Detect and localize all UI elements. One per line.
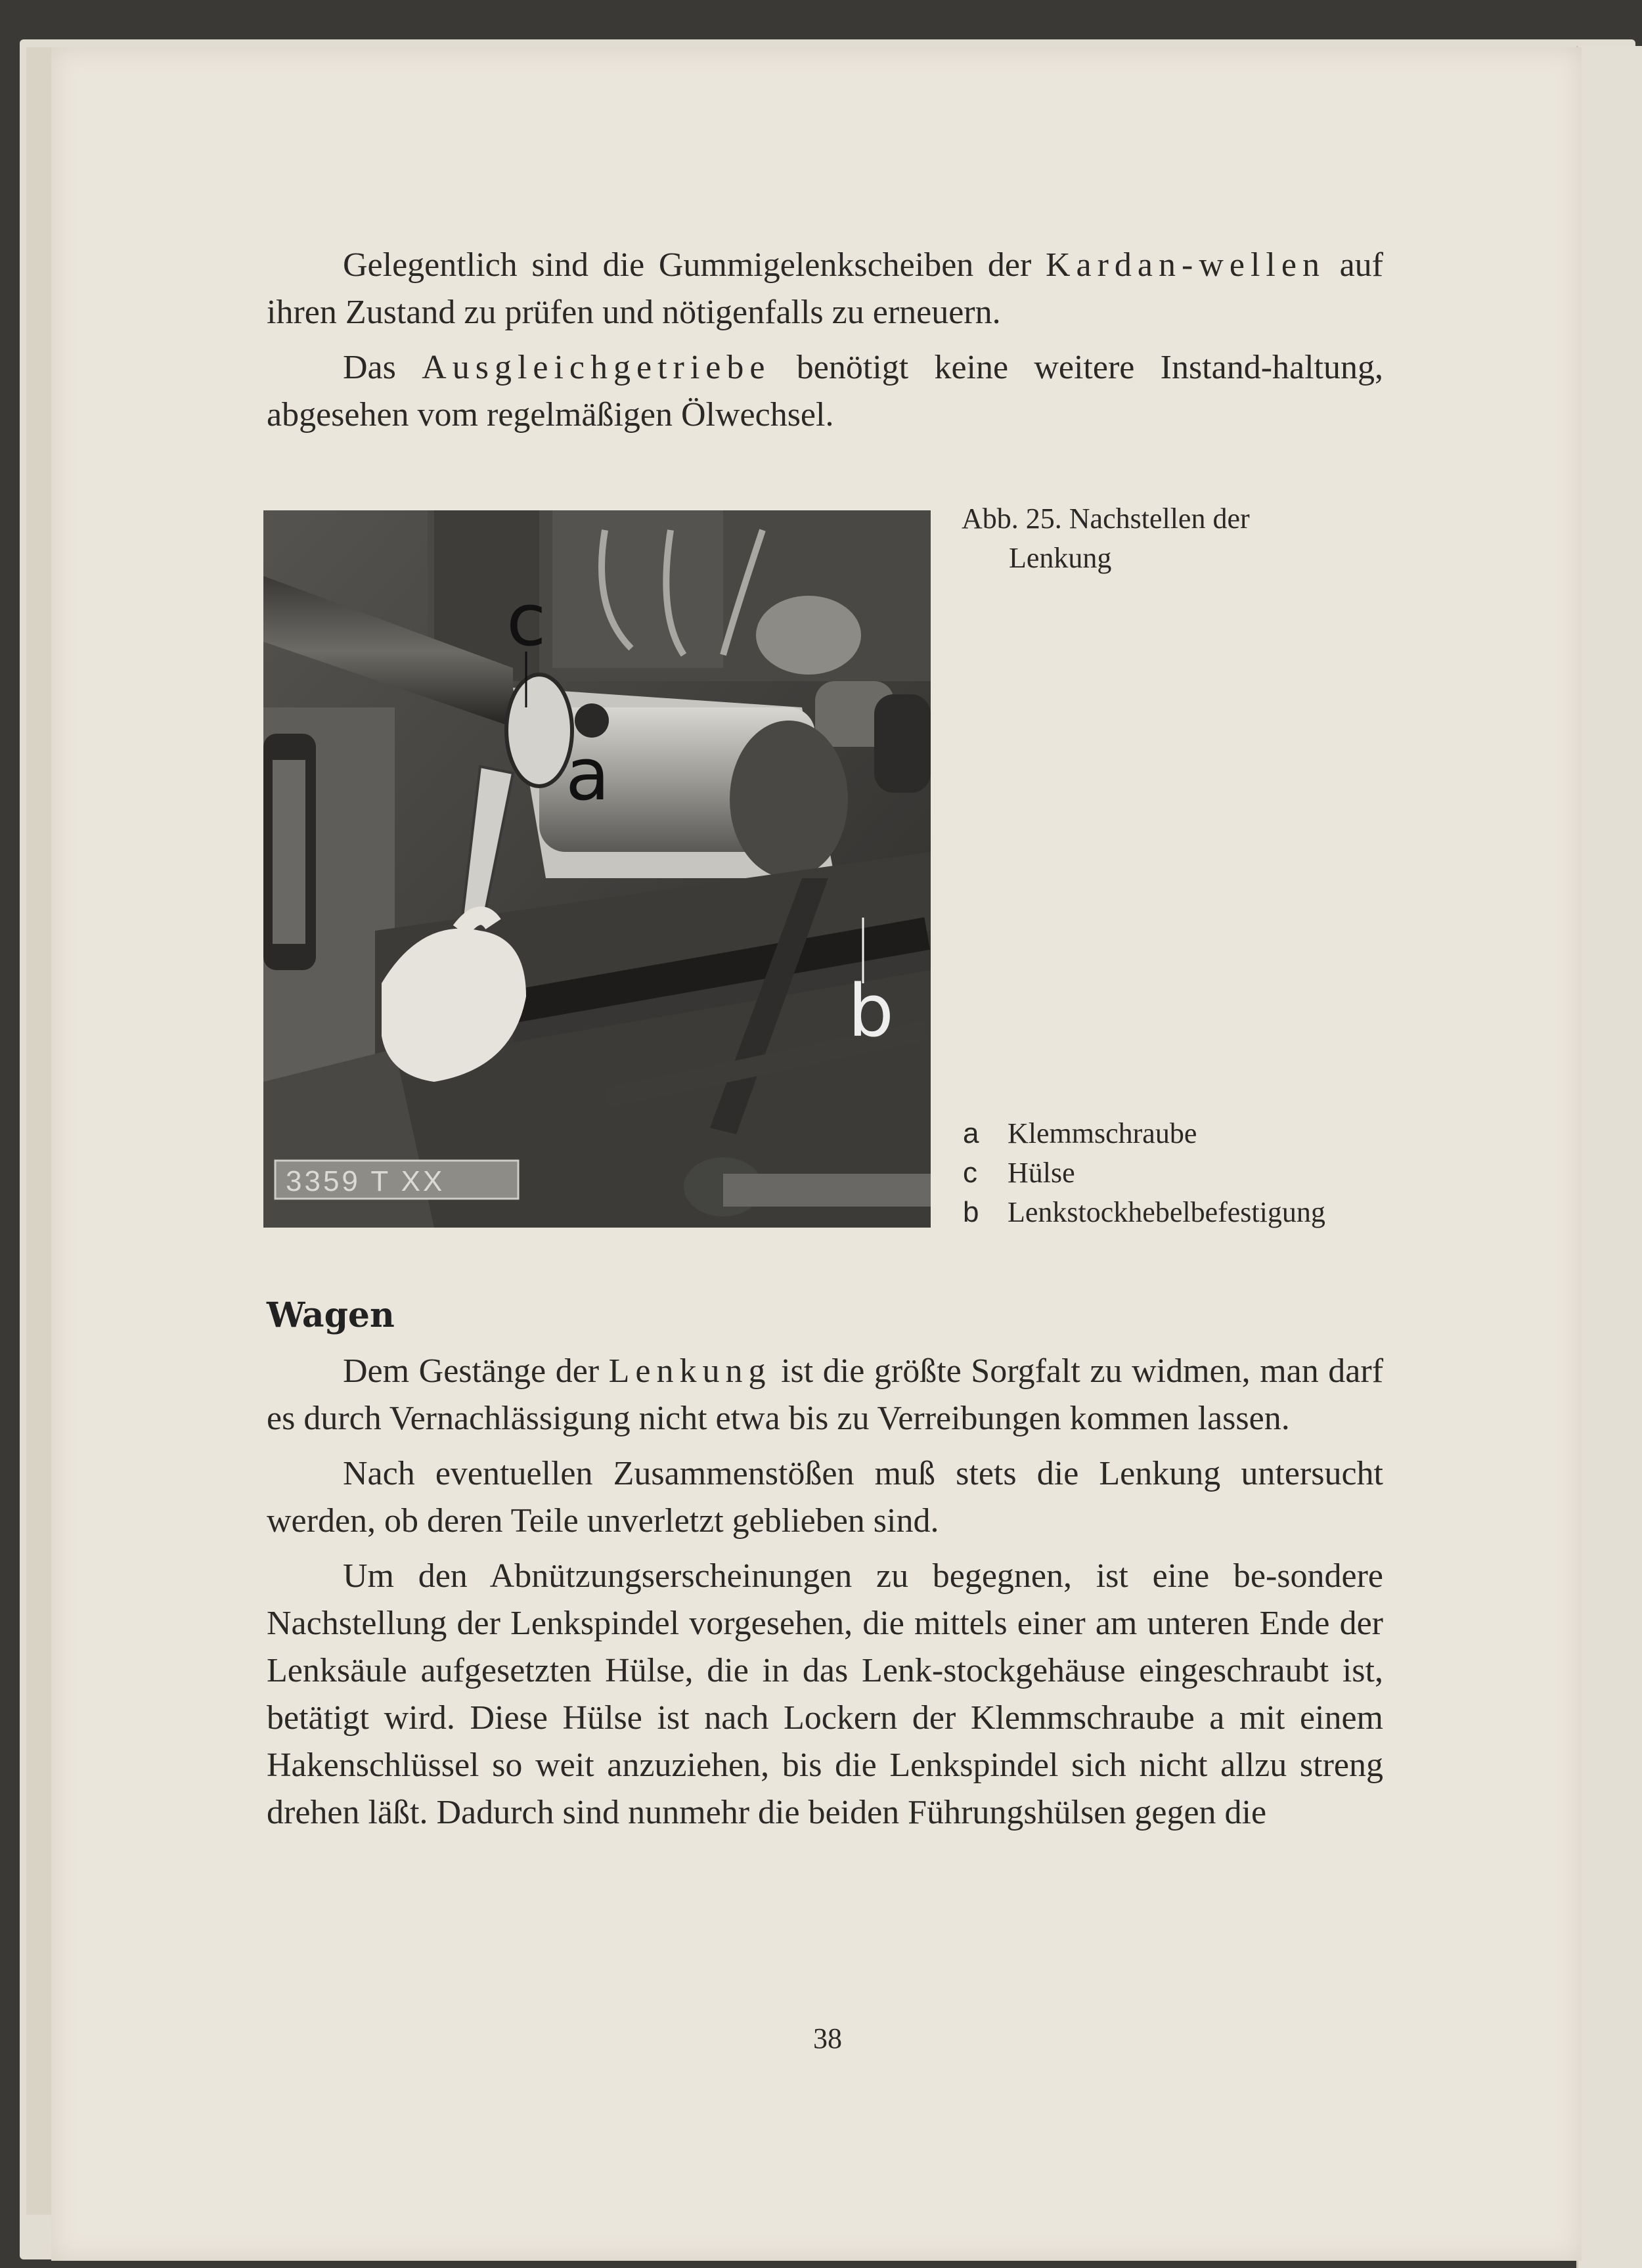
label-a: a: [566, 732, 610, 816]
paragraph-kardanwellen: Gelegentlich sind die Gummigelenkscheiben der Kardan-wellen auf ihren Zustand zu prüfen und nötigenfalls zu erneuern.: [267, 246, 1383, 331]
plate-number: 3359 T XX: [286, 1165, 445, 1197]
bottom-text-block: [267, 1348, 1383, 1836]
steering-photo: [263, 510, 931, 1228]
caption-line-1: Abb. 25. Nachstellen der: [962, 502, 1250, 535]
figure-legend: [963, 1114, 1383, 1232]
legend-item: b Lenkstockhebelbefestigung: [963, 1196, 1325, 1228]
paragraph-ausgleichgetriebe: Das Ausgleichgetriebe benötigt keine weitere Instand-haltung, abgesehen vom regelmäßigen Ölwechsel.: [267, 349, 1383, 434]
legend-item: c Hülse: [963, 1157, 1075, 1189]
next-page-edge: [1576, 46, 1642, 2268]
caption-line-2: Lenkung: [1009, 542, 1112, 574]
paragraph-lenkung: Dem Gestänge der Lenkung ist die größte Sorgfalt zu widmen, man darf es durch Vernachlässigung nicht etwa bis zu Verreibungen kommen lassen.: [267, 1352, 1384, 1437]
page-stack: [26, 47, 54, 2215]
top-text-block: [267, 242, 1383, 439]
legend-item: a Klemmschraube: [963, 1117, 1197, 1149]
paragraph-zusammenstoesse: Nach eventuellen Zusammenstößen muß stets die Lenkung untersucht werden, ob deren Teile unverletzt geblieben sind.: [267, 1455, 1383, 1540]
section-heading: Wagen: [267, 1295, 395, 1335]
paragraph-nachstellung: Um den Abnützungserscheinungen zu begegnen, ist eine be-sondere Nachstellung der Lenkspindel vorgesehen, die mittels einer am unteren Ende der Lenksäule aufgesetzten Hülse, die in das Lenk-stockgehäuse eingeschraubt ist, betätigt wird. Diese Hülse ist nach Lockern der Klemmschraube a mit einem Hakenschlüssel so weit anzuziehen, bis die Lenkspindel sich nicht allzu streng drehen läßt. Dadurch sind nunmehr die beiden Führungshülsen gegen die: [267, 1557, 1383, 1831]
label-b: b: [848, 969, 894, 1053]
steering-photo-drawing: [263, 510, 931, 1228]
page-number: 38: [813, 2022, 842, 2055]
figure-caption: [962, 499, 1342, 578]
label-c: c: [506, 578, 546, 662]
